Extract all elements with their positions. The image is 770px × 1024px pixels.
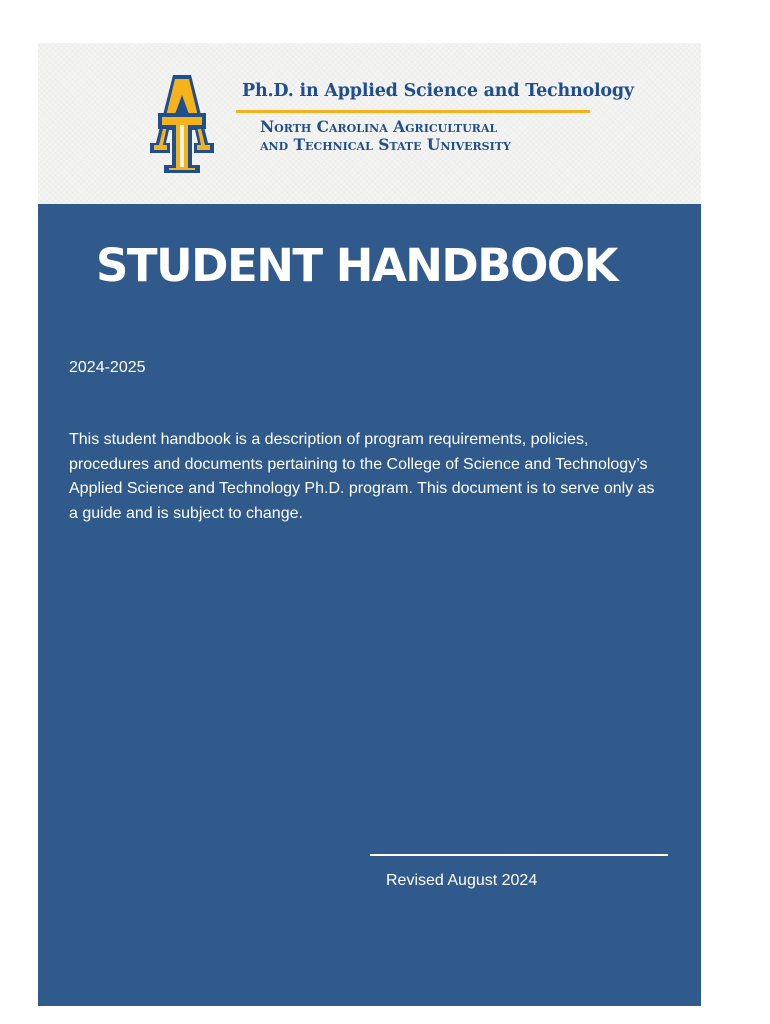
gold-divider [236,110,590,113]
header-band [38,43,701,204]
university-name [260,118,511,154]
program-title: Ph.D. in Applied Science and Technology [242,81,634,101]
aggie-at-logo-icon [150,73,214,173]
document-title: STUDENT HANDBOOK [96,239,617,292]
revised-date: Revised August 2024 [386,872,538,889]
university-name-line-2: and Technical State University [260,135,511,154]
university-name-line-1: North Carolina Agricultural [260,117,498,136]
revised-divider [370,854,668,856]
cover-panel [38,204,701,1006]
handbook-description: This student handbook is a description of program requirements, policies, procedures and documents pertaining to the College of Science and Technology’s Applied Science and Technology Ph.D. program. This document is to serve only as a guide and is subject to change. [69,431,655,522]
academic-year: 2024-2025 [69,359,146,376]
handbook-cover-page [38,43,701,1006]
